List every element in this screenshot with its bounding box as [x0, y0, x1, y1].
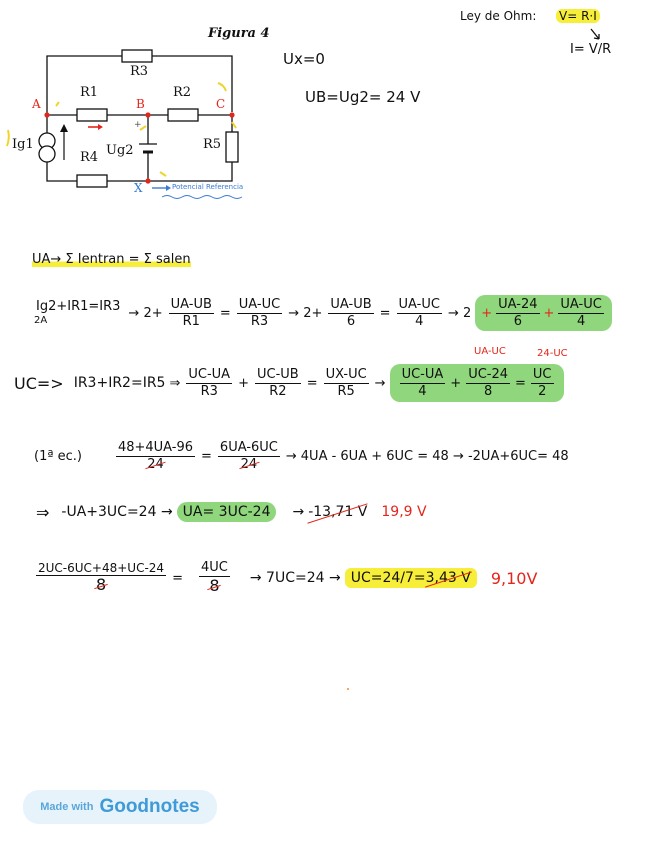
equation-node-c [14, 360, 564, 406]
frac-ux-uc-r5: $\frac{UX-UC}{R5}$ [325, 366, 367, 399]
current-source-symbol [39, 133, 55, 162]
arrow-icon [588, 27, 604, 43]
frac-ua-ub-6: $\frac{UA-UB}{6}$ [330, 296, 372, 329]
frac-uc-2: $\frac{UC}{2}$ [532, 366, 552, 399]
ua-red-value: 19,9 V [381, 504, 427, 520]
ig1-label: Ig1 [12, 137, 34, 152]
r2-label: R2 [173, 85, 192, 100]
ua-rule-text: UA→ Σ Ientran = Σ salen [32, 252, 191, 267]
r3-resistor [122, 50, 152, 62]
r5-label: R5 [203, 137, 222, 152]
kcl-a-lhs: Ig2+IR1=IR3 2A [34, 298, 121, 326]
frac-uc-ua-r3: $\frac{UC-UA}{R3}$ [188, 366, 231, 399]
red-note-2: 24-UC [537, 348, 568, 359]
plus-sign-c2: + [450, 375, 462, 391]
uc-red-value: 9,10V [490, 568, 538, 588]
highlight-final-c [390, 364, 564, 402]
step2-equation [36, 500, 427, 524]
step3-result: → 7UC=24 → [249, 570, 341, 586]
step2-expression: -UA+3UC=24 → [61, 504, 173, 520]
implies-step2: ⇒ [36, 502, 50, 522]
ohm-law-formula: V= R·I [556, 9, 600, 23]
equals-sign-c: = [306, 375, 318, 391]
plus-sign-c: + [238, 375, 249, 391]
r2-resistor [168, 109, 198, 121]
equals-sign: = [219, 305, 231, 321]
equation-node-a [32, 290, 612, 336]
badge-brand: Goodnotes [99, 796, 200, 817]
kcl-c-lhs: IR3+IR2=IR5 [73, 375, 166, 391]
uc-solution [345, 568, 477, 588]
ohm-current-formula: I= V/R [570, 42, 612, 57]
frac-ua-24-6: $\frac{UA-24}{6}$ [498, 296, 538, 329]
equals-step1: = [201, 448, 212, 464]
made-with-goodnotes-badge[interactable] [23, 790, 217, 824]
arrow-step1: → [285, 448, 297, 464]
frac-step1-left: $\frac{48+4UA-96}{24}$ [117, 439, 194, 472]
equals-sign: = [379, 305, 391, 321]
node-x-label: X [134, 181, 143, 195]
plus-red: + [481, 305, 493, 321]
ua-rule [32, 252, 191, 267]
frac-uc-24-8: $\frac{UC-24}{8}$ [468, 366, 509, 399]
frac-uc-ub-r2: $\frac{UC-UB}{R2}$ [256, 366, 299, 399]
first-equation-label: (1ª ec.) [34, 448, 82, 464]
uc-crossed-value: 3,43 V [425, 570, 471, 586]
equals-sign-c2: = [515, 375, 526, 391]
frac-step1-right: $\frac{6UA-6UC}{24}$ [219, 439, 278, 472]
node-c-label: C [216, 97, 226, 111]
ub-value: UB=Ug2= 24 V [305, 88, 421, 106]
frac-step3-left: $\frac{2UC-6UC+48+UC-24}{8}$ [38, 560, 165, 595]
red-note-1: UA-UC [474, 346, 506, 357]
uc-fraction: =24/7= [370, 570, 426, 586]
r1-resistor [77, 109, 107, 121]
frac-ua-uc-r3: $\frac{UA-UC}{R3}$ [238, 296, 281, 329]
plus-sign: + [134, 120, 142, 130]
highlight-final-a [475, 295, 612, 331]
r5-resistor [226, 132, 238, 162]
ua-solution: UA= 3UC-24 [177, 502, 277, 522]
frac-ua-uc-4: $\frac{UA-UC}{4}$ [398, 296, 440, 329]
arrow-c: → [374, 375, 386, 391]
battery-symbol [136, 140, 160, 160]
uc-symbol: UC [350, 570, 371, 586]
ug2-label: Ug2 [106, 143, 134, 158]
node-a-label: A [32, 97, 41, 111]
badge-prefix: Made with [40, 801, 94, 813]
frac-ua-ub-r1: $\frac{UA-UB}{R1}$ [170, 296, 212, 329]
step1-equation [34, 434, 569, 478]
r3-label: R3 [130, 64, 149, 79]
r4-resistor [77, 175, 107, 187]
ground-note: Potencial Referencia [172, 183, 244, 191]
step1-prefix: → 2+ [128, 305, 163, 321]
equals-step3: = [172, 570, 183, 586]
ux-value: Ux=0 [283, 50, 325, 68]
plus-red: + [543, 305, 555, 321]
frac-ua-uc-4-final: $\frac{UA-UC}{4}$ [560, 296, 602, 329]
implies-arrow: ⇒ [169, 375, 181, 391]
arrow-step2: → [292, 504, 305, 520]
r1-label: R1 [80, 85, 99, 100]
ua-crossed-value: -13,71 V [308, 504, 368, 520]
frac-step3-right: $\frac{4UC}{8}$ [200, 560, 228, 595]
node-b-label: B [136, 97, 145, 111]
step3-equation [34, 556, 537, 600]
step1-result: 4UA - 6UA + 6UC = 48 → -2UA+6UC= 48 [300, 448, 569, 464]
ohm-law-title: Ley de Ohm: [460, 9, 537, 23]
final-prefix: → 2 [447, 305, 472, 321]
figure-title: Figura 4 [208, 26, 270, 41]
r4-label: R4 [80, 150, 99, 165]
stray-dot [347, 688, 349, 690]
uc-label: UC=> [14, 373, 64, 393]
frac-uc-ua-4: $\frac{UC-UA}{4}$ [401, 366, 444, 399]
step2-prefix: → 2+ [288, 305, 323, 321]
